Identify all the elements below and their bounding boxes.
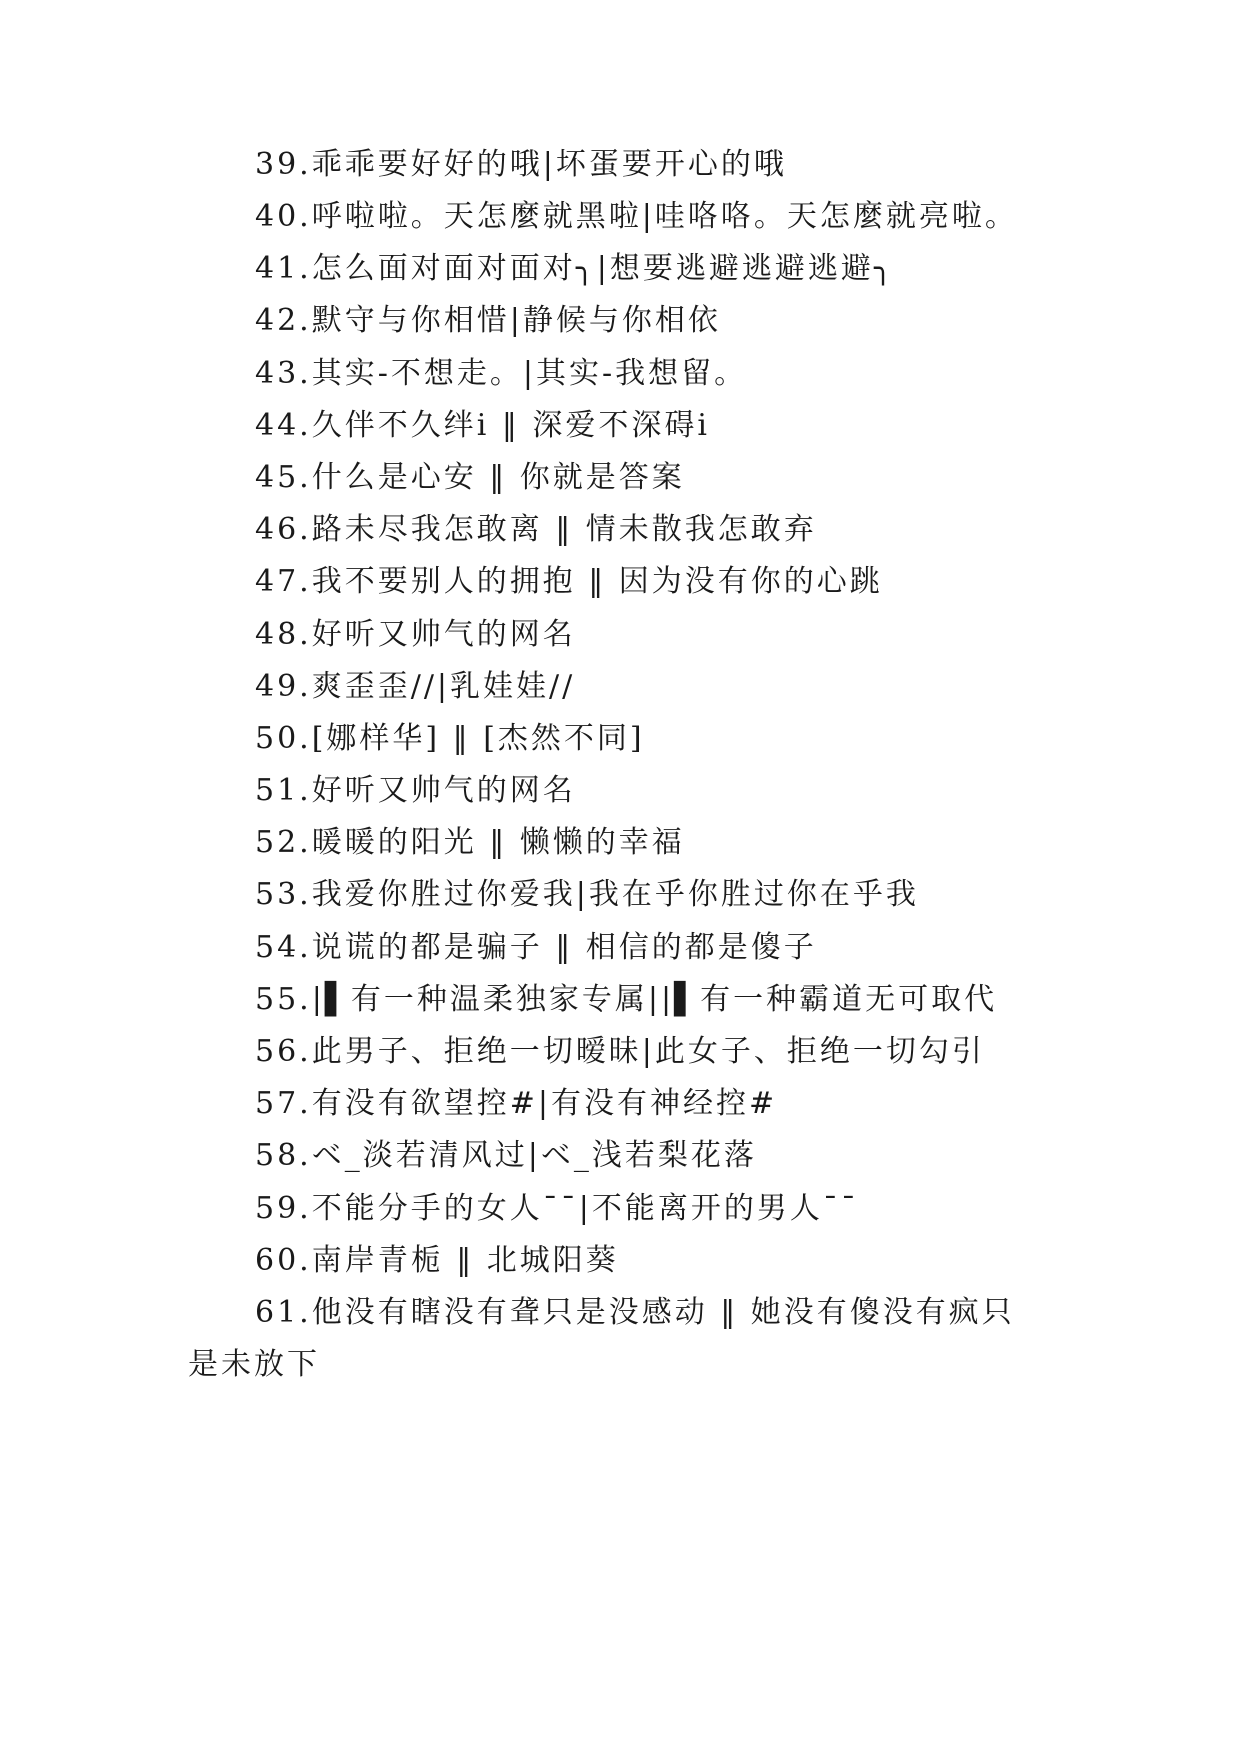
text-line-51: 51.好听又帅气的网名 [255,773,576,808]
text-line-46: 46.路未尽我怎敢离 ‖ 情未散我怎敢弃 [255,512,817,547]
text-line-49: 49.爽歪歪//|乳娃娃// [255,669,576,704]
text-line-52: 52.暖暖的阳光 ‖ 懒懒的幸福 [255,825,685,860]
text-line-42: 42.默守与你相惜|静候与你相依 [255,303,721,338]
text-line-41: 41.怎么面对面对面对╮|想要逃避逃避逃避╮ [255,251,895,286]
text-line-43: 43.其实-不想走。|其实-我想留。 [255,356,748,391]
text-line-59: 59.不能分手的女人ˉˉ|不能离开的男人ˉˉ [255,1191,859,1226]
text-line-39: 39.乖乖要好好的哦|坏蛋要开心的哦 [255,147,787,182]
text-line-50: 50.[娜样华] ‖ [杰然不同] [255,721,645,756]
text-line-44: 44.久伴不久绊ⅰ ‖ 深爱不深碍ⅰ [255,408,710,443]
text-line-48: 48.好听又帅气的网名 [255,617,576,652]
text-line-61: 61.他没有瞎没有聋只是没感动 ‖ 她没有傻没有疯只 [255,1295,1015,1330]
text-line-47: 47.我不要别人的拥抱 ‖ 因为没有你的心跳 [255,564,883,599]
text-line-61-continuation: 是未放下 [188,1347,320,1382]
text-line-58: 58.ベ_淡若清风过|ベ_浅若梨花落 [255,1138,757,1173]
text-line-53: 53.我爱你胜过你爱我|我在乎你胜过你在乎我 [255,877,919,912]
text-line-55: 55.|▌有一种温柔独家专属||▌有一种霸道无可取代 [255,982,998,1017]
text-line-40: 40.呼啦啦。天怎麼就黑啦|哇咯咯。天怎麼就亮啦。 [255,199,1018,234]
text-line-45: 45.什么是心安 ‖ 你就是答案 [255,460,685,495]
text-line-57: 57.有没有欲望控#|有没有神经控# [255,1086,778,1121]
text-line-54: 54.说谎的都是骗子 ‖ 相信的都是傻子 [255,930,817,965]
text-line-56: 56.此男子、拒绝一切暧昧|此女子、拒绝一切勾引 [255,1034,985,1069]
text-line-60: 60.南岸青栀 ‖ 北城阳葵 [255,1243,619,1278]
